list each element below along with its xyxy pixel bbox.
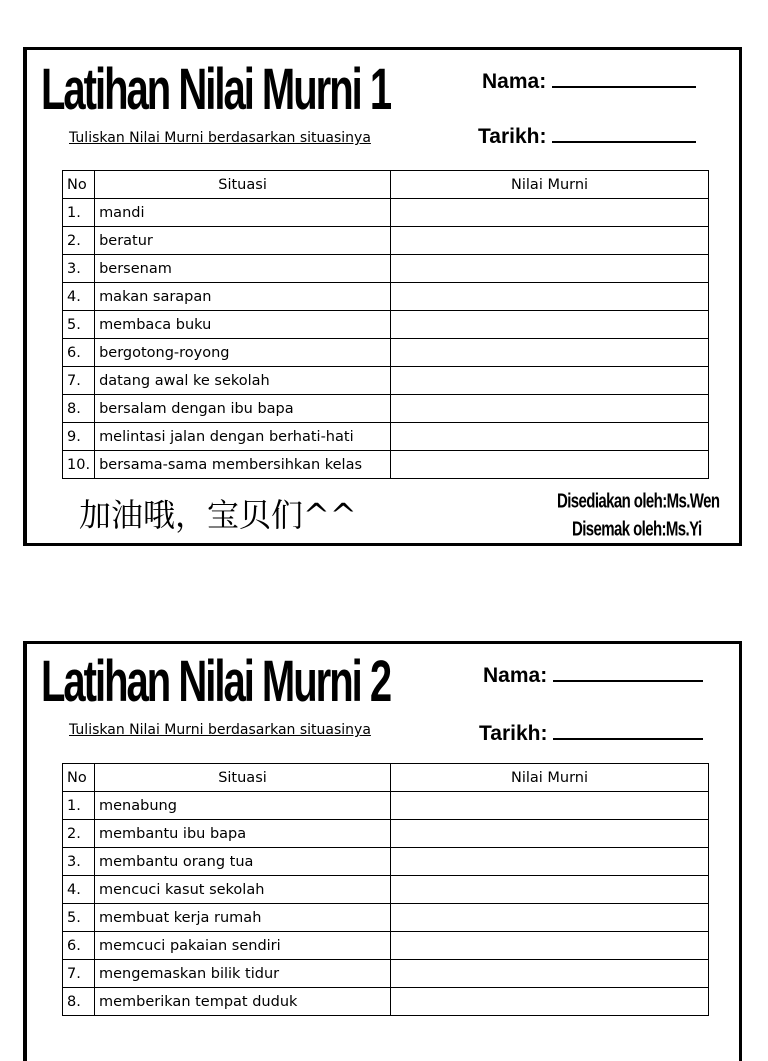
row-number: 2. xyxy=(63,227,95,255)
prepared-by: Disediakan oleh:Ms.Wen xyxy=(557,490,720,513)
header-situasi: Situasi xyxy=(95,764,391,792)
row-number: 8. xyxy=(63,988,95,1016)
worksheet-title: Latihan Nilai Murni 2 xyxy=(41,650,391,714)
table-header-row xyxy=(63,764,709,792)
table-row xyxy=(63,876,709,904)
row-nilai-answer[interactable] xyxy=(391,904,709,932)
header-nilai-murni: Nilai Murni xyxy=(391,764,709,792)
tarikh-label: Tarikh: xyxy=(478,125,547,148)
nama-label: Nama: xyxy=(483,664,548,687)
row-number: 6. xyxy=(63,339,95,367)
row-nilai-answer[interactable] xyxy=(391,367,709,395)
table-row xyxy=(63,988,709,1016)
row-situasi: bergotong-royong xyxy=(95,339,391,367)
row-number: 2. xyxy=(63,820,95,848)
checked-by: Disemak oleh:Ms.Yi xyxy=(572,518,702,541)
row-nilai-answer[interactable] xyxy=(391,423,709,451)
row-number: 3. xyxy=(63,255,95,283)
table-row xyxy=(63,255,709,283)
table-row xyxy=(63,367,709,395)
worksheet-title: Latihan Nilai Murni 1 xyxy=(41,58,391,122)
instruction-text: Tuliskan Nilai Murni berdasarkan situasinya xyxy=(69,130,371,146)
table-row xyxy=(63,820,709,848)
table-row xyxy=(63,395,709,423)
row-number: 8. xyxy=(63,395,95,423)
row-nilai-answer[interactable] xyxy=(391,792,709,820)
row-number: 5. xyxy=(63,311,95,339)
row-number: 6. xyxy=(63,932,95,960)
row-number: 1. xyxy=(63,792,95,820)
table-row xyxy=(63,283,709,311)
row-situasi: mengemaskan bilik tidur xyxy=(95,960,391,988)
situasi-table xyxy=(62,763,709,1016)
row-number: 1. xyxy=(63,199,95,227)
row-nilai-answer[interactable] xyxy=(391,255,709,283)
worksheet-1 xyxy=(23,47,742,546)
nama-label: Nama: xyxy=(482,70,547,93)
row-nilai-answer[interactable] xyxy=(391,395,709,423)
table-row xyxy=(63,848,709,876)
table-row xyxy=(63,451,709,479)
tarikh-field[interactable] xyxy=(478,125,696,149)
row-number: 7. xyxy=(63,960,95,988)
row-nilai-answer[interactable] xyxy=(391,311,709,339)
row-nilai-answer[interactable] xyxy=(391,283,709,311)
row-nilai-answer[interactable] xyxy=(391,339,709,367)
table-row xyxy=(63,339,709,367)
row-nilai-answer[interactable] xyxy=(391,848,709,876)
table-row xyxy=(63,932,709,960)
row-situasi: bersalam dengan ibu bapa xyxy=(95,395,391,423)
nama-blank-line[interactable] xyxy=(553,678,703,682)
row-nilai-answer[interactable] xyxy=(391,227,709,255)
row-situasi: makan sarapan xyxy=(95,283,391,311)
tarikh-label: Tarikh: xyxy=(479,722,548,745)
row-situasi: membantu orang tua xyxy=(95,848,391,876)
row-nilai-answer[interactable] xyxy=(391,451,709,479)
table-header-row xyxy=(63,171,709,199)
row-situasi: melintasi jalan dengan berhati-hati xyxy=(95,423,391,451)
row-number: 3. xyxy=(63,848,95,876)
row-situasi: memberikan tempat duduk xyxy=(95,988,391,1016)
row-nilai-answer[interactable] xyxy=(391,960,709,988)
row-situasi: menabung xyxy=(95,792,391,820)
row-number: 9. xyxy=(63,423,95,451)
row-situasi: bersama-sama membersihkan kelas xyxy=(95,451,391,479)
tarikh-blank-line[interactable] xyxy=(552,139,696,143)
header-nilai-murni: Nilai Murni xyxy=(391,171,709,199)
nama-field[interactable] xyxy=(482,70,696,94)
row-situasi: datang awal ke sekolah xyxy=(95,367,391,395)
header-no: No xyxy=(63,171,95,199)
row-situasi: beratur xyxy=(95,227,391,255)
row-number: 4. xyxy=(63,283,95,311)
row-situasi: memcuci pakaian sendiri xyxy=(95,932,391,960)
row-nilai-answer[interactable] xyxy=(391,820,709,848)
nama-blank-line[interactable] xyxy=(552,84,696,88)
situasi-table xyxy=(62,170,709,479)
row-situasi: mencuci kasut sekolah xyxy=(95,876,391,904)
table-row xyxy=(63,904,709,932)
row-nilai-answer[interactable] xyxy=(391,932,709,960)
instruction-text: Tuliskan Nilai Murni berdasarkan situasinya xyxy=(69,722,371,738)
row-nilai-answer[interactable] xyxy=(391,988,709,1016)
row-number: 7. xyxy=(63,367,95,395)
nama-field[interactable] xyxy=(483,664,703,688)
table-row xyxy=(63,423,709,451)
table-row xyxy=(63,960,709,988)
row-number: 5. xyxy=(63,904,95,932)
tarikh-blank-line[interactable] xyxy=(553,736,703,740)
cheer-message: 加油哦，宝贝们^^ xyxy=(79,496,357,534)
row-situasi: membantu ibu bapa xyxy=(95,820,391,848)
header-no: No xyxy=(63,764,95,792)
row-situasi: mandi xyxy=(95,199,391,227)
tarikh-field[interactable] xyxy=(479,722,703,746)
table-row xyxy=(63,227,709,255)
row-number: 4. xyxy=(63,876,95,904)
header-situasi: Situasi xyxy=(95,171,391,199)
row-situasi: membuat kerja rumah xyxy=(95,904,391,932)
table-row xyxy=(63,199,709,227)
table-row xyxy=(63,792,709,820)
row-nilai-answer[interactable] xyxy=(391,876,709,904)
row-situasi: bersenam xyxy=(95,255,391,283)
worksheet-2 xyxy=(23,641,742,1061)
row-nilai-answer[interactable] xyxy=(391,199,709,227)
table-row xyxy=(63,311,709,339)
row-situasi: membaca buku xyxy=(95,311,391,339)
row-number: 10. xyxy=(63,451,95,479)
